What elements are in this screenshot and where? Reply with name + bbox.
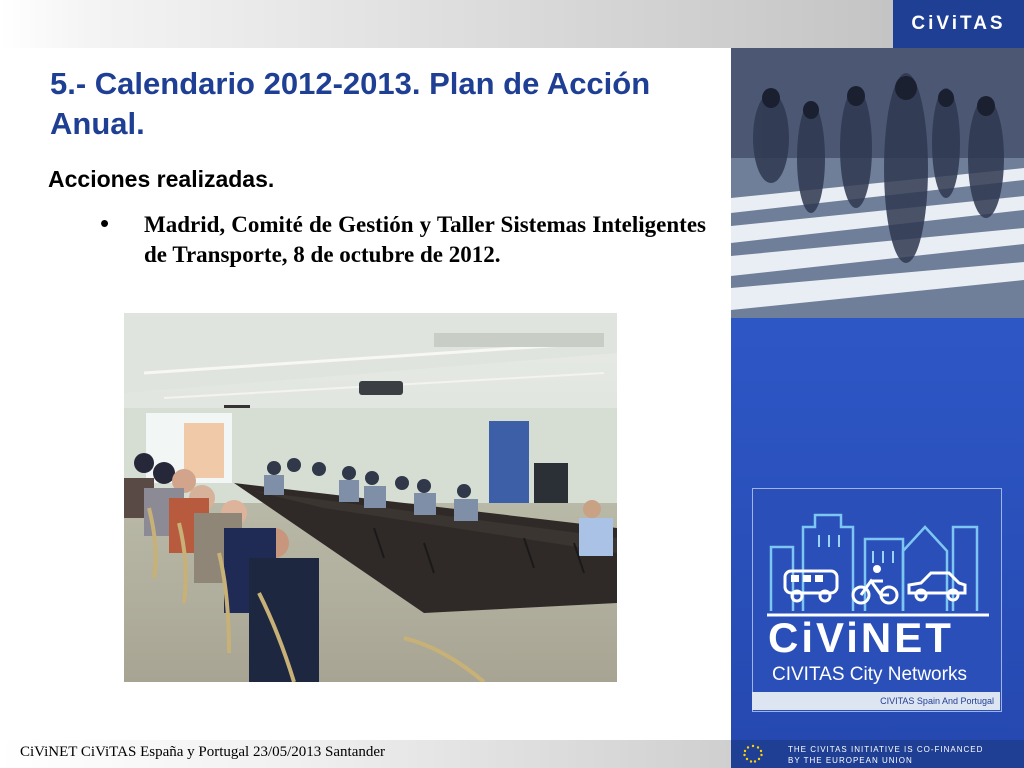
bullet-list [100, 210, 706, 270]
eu-flag-icon [737, 742, 769, 766]
eu-line-2: BY THE EUROPEAN UNION [788, 756, 913, 765]
footer-text: CiViNET CiViTAS España y Portugal 23/05/2013 Santander [20, 744, 386, 760]
car-icon [905, 567, 969, 607]
civinet-wordmark: CiViNET [768, 614, 954, 661]
civinet-spain-portugal-strip: CIVITAS Spain And Portugal [752, 692, 1000, 710]
crowd-crosswalk-photo [731, 48, 1024, 318]
slide-subtitle: Acciones realizadas. [48, 166, 275, 192]
bullet-text: Madrid, Comité de Gestión y Taller Sistemas Inteligentes de Transporte, 8 de octubre de 2012. [144, 212, 706, 267]
eu-cofinance-text [788, 744, 1018, 766]
civitas-brand-logo: CiViTAS [893, 0, 1024, 48]
top-gradient-bar [0, 0, 893, 48]
bus-icon [781, 565, 841, 605]
bullet-item [100, 210, 706, 270]
meeting-photo [124, 313, 617, 682]
eu-line-1: THE CIVITAS INITIATIVE IS CO-FINANCED [788, 745, 984, 754]
slide-title: 5.- Calendario 2012-2013. Plan de Acción Anual. [50, 66, 651, 141]
civinet-tagline: CIVITAS City Networks [772, 664, 967, 685]
bullet-dot-icon: • [100, 208, 110, 238]
bicycle-icon [851, 563, 899, 607]
